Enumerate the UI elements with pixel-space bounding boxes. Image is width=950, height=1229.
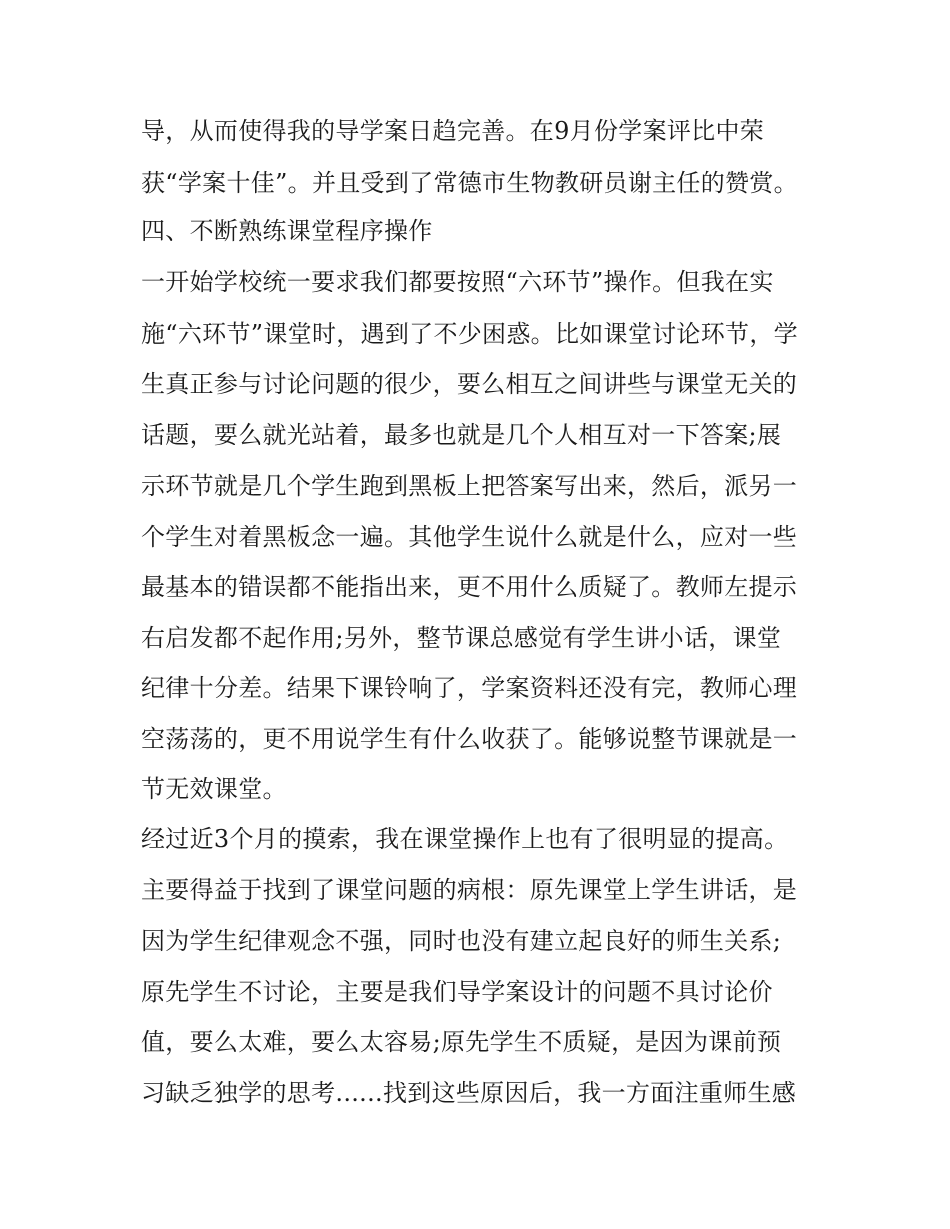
text-line: 个学生对着黑板念一遍。其他学生说什么就是什么，应对一些 (141, 523, 798, 551)
text-line: 话题，要么就光站着，最多也就是几个人相互对一下答案;展 (141, 421, 782, 449)
text-line: 最基本的错误都不能指出来，更不用什么质疑了。教师左提示 (141, 573, 798, 601)
text-line: 示环节就是几个学生跑到黑板上把答案写出来，然后，派另一 (141, 472, 798, 500)
text-line: 施“六环节”课堂时，遇到了不少困惑。比如课堂讨论环节，学 (141, 320, 798, 348)
text-line: 获“学案十佳”。并且受到了常德市生物教研员谢主任的赞赏。 (141, 169, 798, 197)
text-line: 主要得益于找到了课堂问题的病根：原先课堂上学生讲话，是 (141, 876, 798, 904)
text-line: 生真正参与讨论问题的很少，要么相互之间讲些与课堂无关的 (141, 370, 798, 398)
text-line: 经过近3个月的摸索，我在课堂操作上也有了很明显的提高。 (141, 825, 789, 853)
text-line: 一开始学校统一要求我们都要按照“六环节”操作。但我在实 (141, 268, 774, 296)
text-line: 纪律十分差。结果下课铃响了，学案资料还没有完，教师心理 (141, 674, 798, 702)
text-line: 值，要么太难，要么太容易;原先学生不质疑，是因为课前预 (141, 1028, 782, 1056)
text-line: 导，从而使得我的导学案日趋完善。在9月份学案评比中荣 (141, 117, 765, 145)
text-line: 空荡荡的，更不用说学生有什么收获了。能够说整节课就是一 (141, 725, 798, 753)
text-line: 因为学生纪律观念不强，同时也没有建立起良好的师生关系; (141, 927, 782, 955)
section-heading: 四、不断熟练课堂程序操作 (141, 217, 433, 245)
text-line: 习缺乏独学的思考......找到这些原因后，我一方面注重师生感 (141, 1079, 797, 1107)
text-line: 原先学生不讨论，主要是我们导学案设计的问题不具讨论价 (141, 978, 773, 1006)
text-line: 节无效课堂。 (141, 775, 287, 803)
text-line: 右启发都不起作用;另外，整节课总感觉有学生讲小话，课堂 (141, 624, 782, 652)
